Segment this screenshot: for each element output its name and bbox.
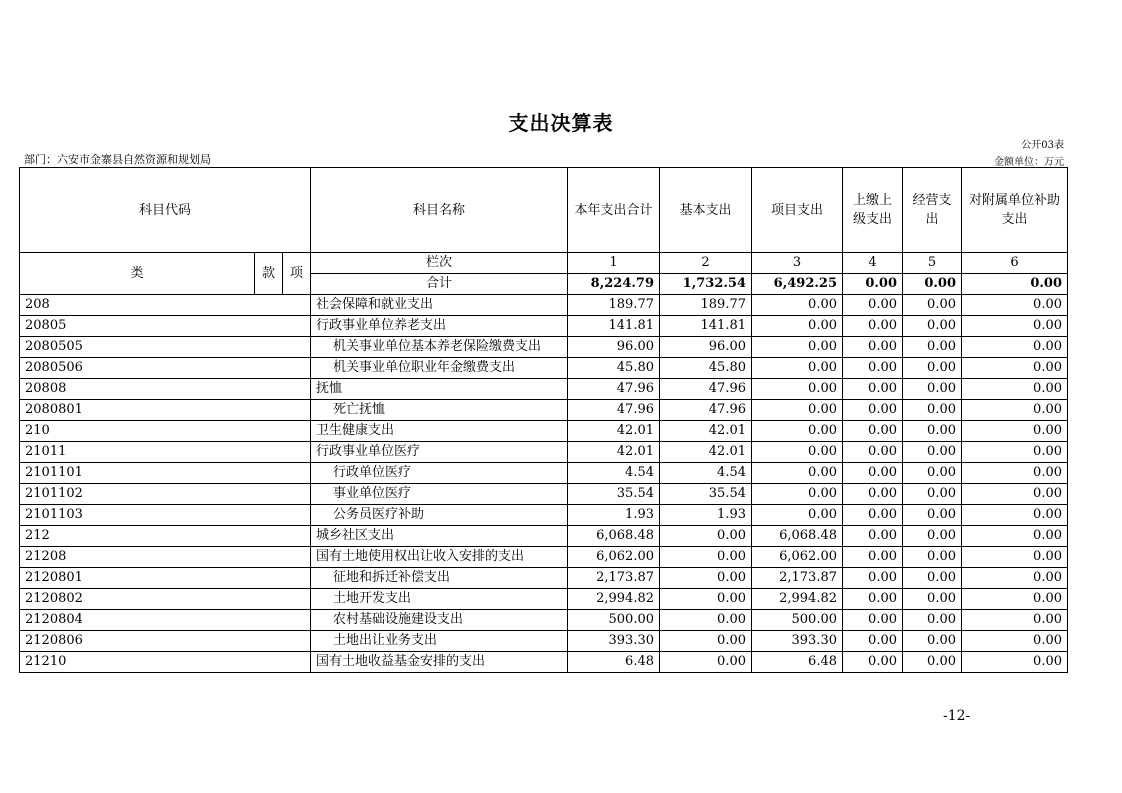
subject-code: 2080506 — [20, 358, 311, 379]
amount-cell: 35.54 — [568, 484, 660, 505]
amount-cell: 0.00 — [903, 421, 962, 442]
header-subject-code: 科目代码 — [20, 168, 311, 253]
subject-code: 20808 — [20, 379, 311, 400]
amount-cell: 0.00 — [962, 421, 1068, 442]
amount-cell: 0.00 — [843, 421, 903, 442]
table-row — [20, 337, 1068, 358]
amount-cell: 6.48 — [752, 652, 843, 673]
header-lei: 类 — [20, 253, 255, 295]
amount-cell: 0.00 — [962, 316, 1068, 337]
subject-code: 2101102 — [20, 484, 311, 505]
table-row — [20, 442, 1068, 463]
amount-cell: 42.01 — [568, 442, 660, 463]
col-number: 2 — [660, 253, 752, 274]
amount-cell: 0.00 — [843, 505, 903, 526]
amount-cell: 0.00 — [903, 631, 962, 652]
amount-cell: 96.00 — [568, 337, 660, 358]
amount-cell: 0.00 — [843, 316, 903, 337]
subject-code: 21011 — [20, 442, 311, 463]
table-row — [20, 463, 1068, 484]
table-row — [20, 589, 1068, 610]
amount-cell: 0.00 — [962, 631, 1068, 652]
amount-cell: 0.00 — [903, 316, 962, 337]
subject-name: 事业单位医疗 — [311, 484, 568, 505]
amount-cell: 0.00 — [843, 379, 903, 400]
header-basic: 基本支出 — [660, 168, 752, 253]
amount-cell: 35.54 — [660, 484, 752, 505]
amount-cell: 0.00 — [660, 652, 752, 673]
amount-cell: 0.00 — [962, 337, 1068, 358]
column-number-row — [20, 253, 1068, 274]
amount-cell: 0.00 — [962, 379, 1068, 400]
column-label: 栏次 — [311, 253, 568, 274]
amount-cell: 0.00 — [903, 358, 962, 379]
amount-cell: 0.00 — [843, 547, 903, 568]
amount-cell: 4.54 — [660, 463, 752, 484]
amount-cell: 0.00 — [660, 589, 752, 610]
subject-name: 土地出让业务支出 — [311, 631, 568, 652]
table-row — [20, 316, 1068, 337]
header-project: 项目支出 — [752, 168, 843, 253]
subject-code: 210 — [20, 421, 311, 442]
amount-cell: 0.00 — [903, 526, 962, 547]
subject-code: 21208 — [20, 547, 311, 568]
header-subsidy: 对附属单位补助支出 — [962, 168, 1068, 253]
amount-cell: 0.00 — [752, 400, 843, 421]
amount-cell: 0.00 — [752, 379, 843, 400]
amount-cell: 0.00 — [962, 547, 1068, 568]
amount-cell: 47.96 — [660, 379, 752, 400]
department-label: 部门：六安市金寨县自然资源和规划局 — [24, 153, 211, 166]
table-row — [20, 484, 1068, 505]
subject-code: 20805 — [20, 316, 311, 337]
subject-code: 2120801 — [20, 568, 311, 589]
amount-cell: 0.00 — [752, 442, 843, 463]
subject-code: 2120804 — [20, 610, 311, 631]
total-value: 8,224.79 — [568, 274, 660, 295]
amount-cell: 6,068.48 — [752, 526, 843, 547]
header-xiang: 项 — [283, 253, 311, 295]
table-row — [20, 358, 1068, 379]
subject-code: 208 — [20, 295, 311, 316]
amount-cell: 0.00 — [962, 610, 1068, 631]
subject-name: 城乡社区支出 — [311, 526, 568, 547]
subject-name: 征地和拆迁补偿支出 — [311, 568, 568, 589]
amount-cell: 0.00 — [903, 337, 962, 358]
amount-cell: 0.00 — [962, 652, 1068, 673]
col-number: 3 — [752, 253, 843, 274]
amount-cell: 47.96 — [568, 400, 660, 421]
amount-cell: 0.00 — [660, 631, 752, 652]
amount-cell: 0.00 — [962, 505, 1068, 526]
subject-name: 抚恤 — [311, 379, 568, 400]
amount-cell: 0.00 — [962, 568, 1068, 589]
amount-cell: 0.00 — [903, 547, 962, 568]
amount-cell: 0.00 — [843, 526, 903, 547]
amount-cell: 2,994.82 — [752, 589, 843, 610]
amount-cell: 0.00 — [962, 526, 1068, 547]
amount-cell: 0.00 — [752, 295, 843, 316]
amount-cell: 42.01 — [568, 421, 660, 442]
header-row — [20, 168, 1068, 253]
col-number: 1 — [568, 253, 660, 274]
table-row — [20, 421, 1068, 442]
amount-cell: 0.00 — [962, 484, 1068, 505]
amount-cell: 189.77 — [660, 295, 752, 316]
amount-cell: 0.00 — [660, 547, 752, 568]
expenditure-table — [19, 167, 1068, 673]
subject-name: 死亡抚恤 — [311, 400, 568, 421]
subject-code: 212 — [20, 526, 311, 547]
amount-cell: 141.81 — [568, 316, 660, 337]
amount-cell: 4.54 — [568, 463, 660, 484]
table-row — [20, 505, 1068, 526]
total-value: 0.00 — [962, 274, 1068, 295]
amount-cell: 0.00 — [903, 400, 962, 421]
amount-cell: 0.00 — [660, 526, 752, 547]
table-row — [20, 652, 1068, 673]
amount-cell: 0.00 — [752, 358, 843, 379]
amount-cell: 0.00 — [843, 610, 903, 631]
amount-cell: 0.00 — [843, 484, 903, 505]
amount-cell: 2,173.87 — [568, 568, 660, 589]
subject-name: 公务员医疗补助 — [311, 505, 568, 526]
amount-cell: 6,062.00 — [752, 547, 843, 568]
total-value: 0.00 — [903, 274, 962, 295]
amount-cell: 393.30 — [568, 631, 660, 652]
subject-code: 2101103 — [20, 505, 311, 526]
subject-code: 2120802 — [20, 589, 311, 610]
amount-cell: 0.00 — [752, 316, 843, 337]
amount-cell: 47.96 — [568, 379, 660, 400]
subject-code: 2120806 — [20, 631, 311, 652]
table-row — [20, 568, 1068, 589]
subject-name: 土地开发支出 — [311, 589, 568, 610]
amount-cell: 0.00 — [903, 610, 962, 631]
table-row — [20, 526, 1068, 547]
amount-cell: 0.00 — [752, 337, 843, 358]
amount-cell: 0.00 — [843, 568, 903, 589]
subject-code: 2101101 — [20, 463, 311, 484]
amount-cell: 0.00 — [903, 442, 962, 463]
amount-cell: 0.00 — [962, 358, 1068, 379]
amount-cell: 6.48 — [568, 652, 660, 673]
amount-cell: 0.00 — [843, 589, 903, 610]
page-number: -12- — [943, 708, 971, 724]
amount-cell: 2,173.87 — [752, 568, 843, 589]
subject-name: 社会保障和就业支出 — [311, 295, 568, 316]
amount-cell: 0.00 — [843, 400, 903, 421]
amount-cell: 0.00 — [903, 295, 962, 316]
amount-cell: 6,062.00 — [568, 547, 660, 568]
table-row — [20, 400, 1068, 421]
amount-cell: 0.00 — [962, 463, 1068, 484]
amount-cell: 42.01 — [660, 442, 752, 463]
total-value: 0.00 — [843, 274, 903, 295]
subject-name: 行政单位医疗 — [311, 463, 568, 484]
amount-cell: 0.00 — [843, 295, 903, 316]
amount-cell: 1.93 — [660, 505, 752, 526]
amount-cell: 0.00 — [752, 463, 843, 484]
subject-code: 2080801 — [20, 400, 311, 421]
amount-cell: 189.77 — [568, 295, 660, 316]
amount-cell: 1.93 — [568, 505, 660, 526]
amount-cell: 0.00 — [903, 568, 962, 589]
amount-cell: 0.00 — [903, 505, 962, 526]
table-row — [20, 379, 1068, 400]
subject-name: 卫生健康支出 — [311, 421, 568, 442]
subject-code: 21210 — [20, 652, 311, 673]
amount-cell: 500.00 — [752, 610, 843, 631]
unit-label: 金额单位：万元 — [994, 157, 1064, 168]
amount-cell: 0.00 — [962, 295, 1068, 316]
subject-name: 农村基础设施建设支出 — [311, 610, 568, 631]
amount-cell: 0.00 — [843, 337, 903, 358]
header-operating: 经营支出 — [903, 168, 962, 253]
amount-cell: 500.00 — [568, 610, 660, 631]
amount-cell: 45.80 — [568, 358, 660, 379]
header-kuan: 款 — [255, 253, 283, 295]
table-row — [20, 631, 1068, 652]
amount-cell: 0.00 — [903, 484, 962, 505]
sum-label: 合计 — [311, 274, 568, 295]
amount-cell: 0.00 — [903, 652, 962, 673]
table-row — [20, 295, 1068, 316]
col-number: 4 — [843, 253, 903, 274]
amount-cell: 0.00 — [843, 442, 903, 463]
amount-cell: 0.00 — [843, 358, 903, 379]
amount-cell: 0.00 — [843, 463, 903, 484]
subject-name: 国有土地收益基金安排的支出 — [311, 652, 568, 673]
table-row — [20, 610, 1068, 631]
amount-cell: 0.00 — [752, 421, 843, 442]
amount-cell: 0.00 — [962, 400, 1068, 421]
amount-cell: 2,994.82 — [568, 589, 660, 610]
col-number: 6 — [962, 253, 1068, 274]
amount-cell: 0.00 — [903, 379, 962, 400]
subject-name: 行政事业单位养老支出 — [311, 316, 568, 337]
amount-cell: 0.00 — [752, 505, 843, 526]
amount-cell: 393.30 — [752, 631, 843, 652]
total-value: 6,492.25 — [752, 274, 843, 295]
col-number: 5 — [903, 253, 962, 274]
amount-cell: 0.00 — [843, 631, 903, 652]
subject-name: 行政事业单位医疗 — [311, 442, 568, 463]
amount-cell: 42.01 — [660, 421, 752, 442]
amount-cell: 47.96 — [660, 400, 752, 421]
amount-cell: 45.80 — [660, 358, 752, 379]
subject-code: 2080505 — [20, 337, 311, 358]
amount-cell: 141.81 — [660, 316, 752, 337]
amount-cell: 0.00 — [752, 484, 843, 505]
amount-cell: 6,068.48 — [568, 526, 660, 547]
header-subject-name: 科目名称 — [311, 168, 568, 253]
header-upper: 上缴上级支出 — [843, 168, 903, 253]
amount-cell: 0.00 — [962, 442, 1068, 463]
header-total: 本年支出合计 — [568, 168, 660, 253]
amount-cell: 0.00 — [903, 463, 962, 484]
amount-cell: 0.00 — [660, 568, 752, 589]
amount-cell: 0.00 — [962, 589, 1068, 610]
total-value: 1,732.54 — [660, 274, 752, 295]
amount-cell: 0.00 — [903, 589, 962, 610]
amount-cell: 0.00 — [660, 610, 752, 631]
subject-name: 国有土地使用权出让收入安排的支出 — [311, 547, 568, 568]
amount-cell: 96.00 — [660, 337, 752, 358]
amount-cell: 0.00 — [843, 652, 903, 673]
table-row — [20, 547, 1068, 568]
page-title: 支出决算表 — [508, 111, 614, 135]
form-code: 公开03表 — [1021, 140, 1064, 151]
subject-name: 机关事业单位职业年金缴费支出 — [311, 358, 568, 379]
subject-name: 机关事业单位基本养老保险缴费支出 — [311, 337, 568, 358]
